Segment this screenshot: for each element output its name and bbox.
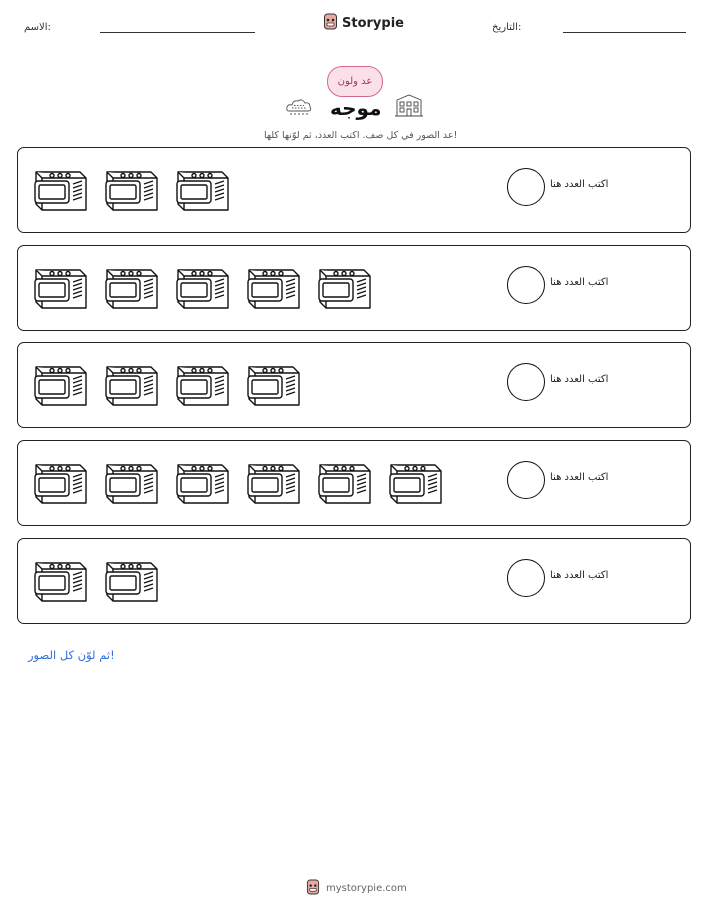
oven-group (30, 359, 301, 409)
oven-icon (243, 359, 301, 409)
oven-icon (243, 262, 301, 312)
count-row-5 (17, 538, 691, 624)
write-number-label: اكتب العدد هنا (550, 472, 609, 483)
oven-icon (101, 359, 159, 409)
footer-site: mystorypie.com (326, 883, 407, 894)
worksheet-title: موجه (330, 96, 382, 120)
date-label: التاريخ: (492, 22, 522, 33)
oven-icon (30, 262, 88, 312)
answer-circle[interactable] (507, 168, 545, 206)
answer-circle[interactable] (507, 363, 545, 401)
oven-icon (30, 359, 88, 409)
cloud-icon (284, 96, 314, 120)
count-row-3 (17, 342, 691, 428)
storypie-logo-icon (306, 879, 320, 898)
oven-icon (30, 164, 88, 214)
oven-icon (172, 262, 230, 312)
write-number-label: اكتب العدد هنا (550, 277, 609, 288)
color-all-note: ثم لوّن كل الصور! (28, 648, 115, 662)
answer-circle[interactable] (507, 266, 545, 304)
oven-icon (30, 555, 88, 605)
instructions-text: عد الصور في كل صف. اكتب العدد، ثم لوّنها كلها! (264, 130, 458, 141)
brand-logo (323, 13, 404, 34)
oven-icon (172, 457, 230, 507)
oven-icon (101, 457, 159, 507)
count-row-4 (17, 440, 691, 526)
oven-icon (314, 262, 372, 312)
name-line[interactable] (100, 32, 255, 33)
count-row-2 (17, 245, 691, 331)
oven-group (30, 555, 159, 605)
answer-circle[interactable] (507, 461, 545, 499)
oven-icon (101, 164, 159, 214)
oven-icon (172, 164, 230, 214)
footer (306, 879, 407, 898)
oven-icon (101, 555, 159, 605)
oven-group (30, 457, 443, 507)
name-label: الاسم: (24, 22, 51, 33)
answer-circle[interactable] (507, 559, 545, 597)
oven-icon (243, 457, 301, 507)
storypie-logo-icon (323, 13, 338, 34)
write-number-label: اكتب العدد هنا (550, 179, 609, 190)
oven-icon (314, 457, 372, 507)
oven-icon (385, 457, 443, 507)
date-line[interactable] (563, 32, 686, 33)
building-icon (394, 93, 424, 122)
brand-name: Storypie (342, 16, 404, 31)
count-color-badge: عد ولون (327, 66, 383, 97)
write-number-label: اكتب العدد هنا (550, 374, 609, 385)
count-row-1 (17, 147, 691, 233)
oven-icon (172, 359, 230, 409)
oven-icon (30, 457, 88, 507)
oven-group (30, 164, 230, 214)
oven-group (30, 262, 372, 312)
oven-icon (101, 262, 159, 312)
write-number-label: اكتب العدد هنا (550, 570, 609, 581)
